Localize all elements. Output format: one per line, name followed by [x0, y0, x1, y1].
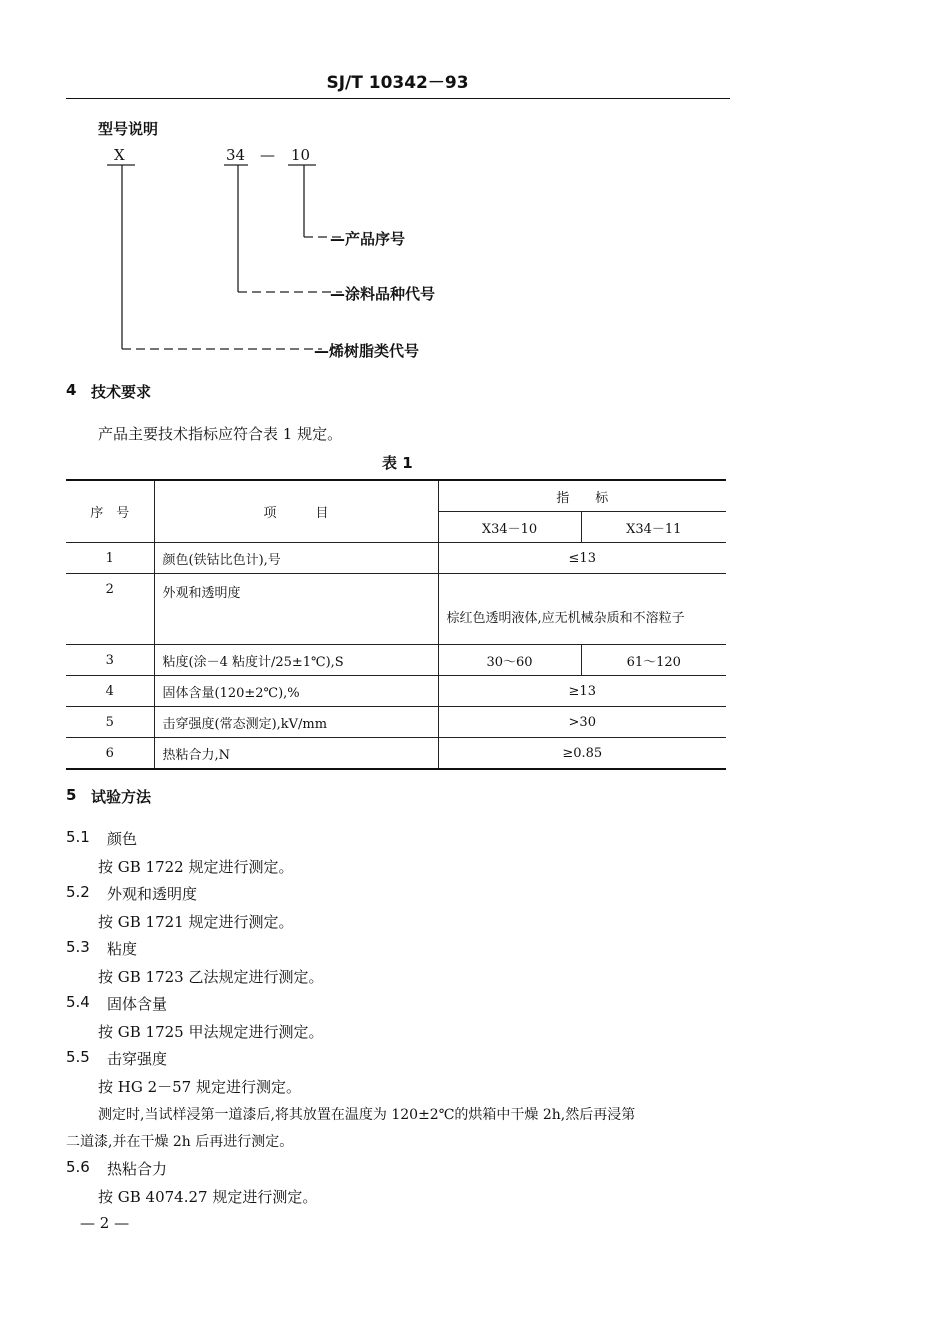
subsection-title: 颜色 — [107, 830, 138, 848]
row-value: >30 — [438, 707, 726, 738]
model-code-dash: — — [260, 146, 275, 164]
section5-number: 5 — [66, 786, 77, 804]
row-seq: 5 — [66, 707, 154, 738]
header-x3410: X34－10 — [438, 512, 581, 543]
table-caption: 表 1 — [382, 454, 413, 472]
row-value: 棕红色透明液体,应无机械杂质和不溶粒子 — [438, 574, 726, 645]
table-row — [66, 543, 726, 574]
section4-intro: 产品主要技术指标应符合表 1 规定。 — [98, 425, 343, 443]
row-value-x3411: 61～120 — [581, 645, 726, 676]
subsection-text: 按 HG 2－57 规定进行测定。 — [98, 1078, 301, 1096]
row-item: 外观和透明度 — [154, 574, 438, 645]
subsection-number: 5.5 — [66, 1048, 90, 1066]
table-row — [66, 645, 726, 676]
model-code-x: X — [114, 146, 125, 164]
row-value: ≤13 — [438, 543, 726, 574]
row-item: 固体含量(120±2℃),% — [154, 676, 438, 707]
table-row — [66, 738, 726, 770]
row-value: ≥0.85 — [438, 738, 726, 770]
row-value: ≥13 — [438, 676, 726, 707]
table-row — [66, 574, 726, 645]
row-item: 击穿强度(常态测定),kV/mm — [154, 707, 438, 738]
model-diagram — [0, 0, 950, 400]
row-seq: 2 — [66, 574, 154, 645]
model-code-10: 10 — [291, 146, 311, 164]
subsection-number: 5.4 — [66, 993, 90, 1011]
subsection-text: 按 GB 1721 规定进行测定。 — [98, 913, 294, 931]
subsection-text: 按 GB 1722 规定进行测定。 — [98, 858, 294, 876]
header-item: 项 目 — [154, 480, 438, 543]
test-note-line2: 二道漆,并在干燥 2h 后再进行测定。 — [66, 1134, 294, 1150]
row-item: 粘度(涂－4 粘度计/25±1℃),S — [154, 645, 438, 676]
header-index: 指 标 — [438, 480, 726, 512]
row-seq: 1 — [66, 543, 154, 574]
subsection-number: 5.1 — [66, 828, 90, 846]
label-olefin-class: —烯树脂类代号 — [314, 342, 420, 360]
row-seq: 4 — [66, 676, 154, 707]
model-heading: 型号说明 — [98, 120, 159, 138]
subsection-title: 外观和透明度 — [107, 885, 198, 903]
table-row — [66, 707, 726, 738]
section5-title: 试验方法 — [91, 788, 152, 806]
model-code-34: 34 — [226, 146, 246, 164]
subsection-text: 按 GB 1725 甲法规定进行测定。 — [98, 1023, 324, 1041]
header-seq: 序 号 — [66, 480, 154, 543]
subsection-text: 按 GB 4074.27 规定进行测定。 — [98, 1188, 318, 1206]
row-item: 颜色(铁钴比色计),号 — [154, 543, 438, 574]
subsection-title: 热粘合力 — [107, 1160, 168, 1178]
row-item: 热粘合力,N — [154, 738, 438, 770]
table-header-row — [66, 480, 726, 512]
subsection-title: 粘度 — [107, 940, 138, 958]
document-code: SJ/T 10342－93 — [326, 73, 469, 93]
subsection-text: 按 GB 1723 乙法规定进行测定。 — [98, 968, 324, 986]
page-number: — 2 — — [80, 1214, 130, 1232]
subsection-number: 5.6 — [66, 1158, 90, 1176]
header-x3411: X34－11 — [581, 512, 726, 543]
section4-number: 4 — [66, 381, 77, 399]
spec-table — [66, 479, 726, 770]
subsection-title: 固体含量 — [107, 995, 168, 1013]
label-coating-variety: —涂料品种代号 — [330, 285, 436, 303]
test-note-line1: 测定时,当试样浸第一道漆后,将其放置在温度为 120±2℃的烘箱中干燥 2h,然后再浸第 — [98, 1107, 636, 1123]
subsection-number: 5.3 — [66, 938, 90, 956]
subsection-title: 击穿强度 — [107, 1050, 168, 1068]
section4-title: 技术要求 — [91, 383, 152, 401]
row-seq: 6 — [66, 738, 154, 770]
row-value-x3410: 30～60 — [438, 645, 581, 676]
table-row — [66, 676, 726, 707]
subsection-number: 5.2 — [66, 883, 90, 901]
row-seq: 3 — [66, 645, 154, 676]
label-product-seq: —产品序号 — [330, 230, 406, 248]
